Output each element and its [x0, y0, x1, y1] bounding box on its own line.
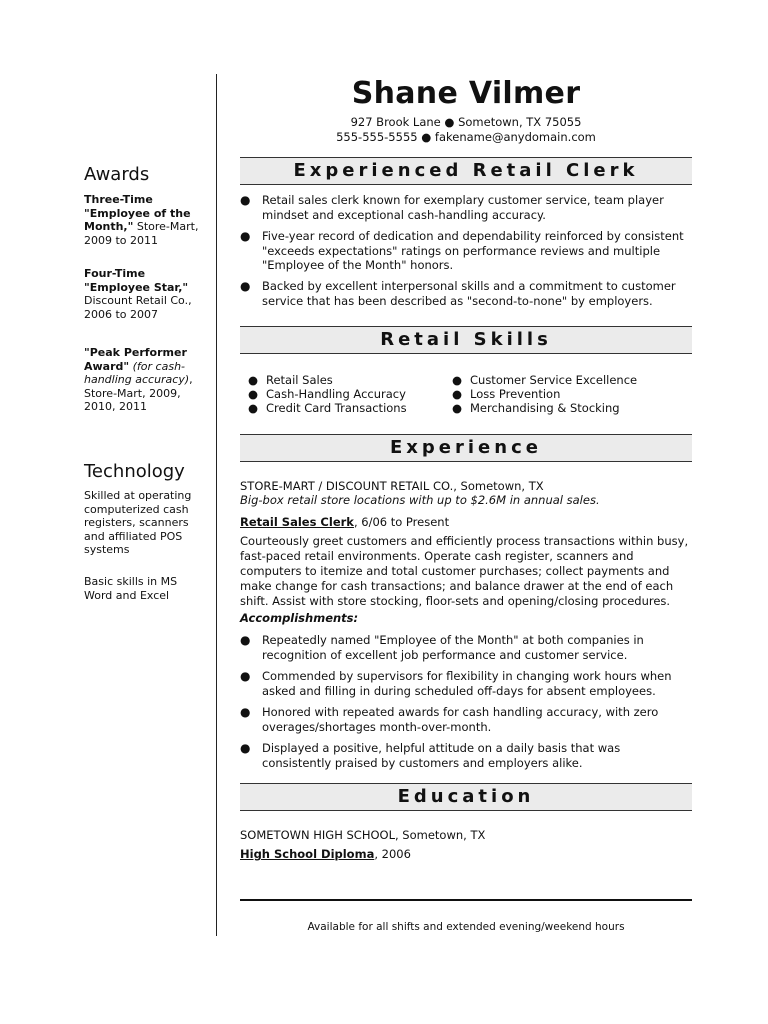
summary-bullet [240, 193, 692, 222]
award-detail: , Store-Mart, 2009, 2010, 2011 [84, 373, 193, 413]
awards-heading: Awards [84, 164, 150, 185]
skill-text: Credit Card Transactions [266, 401, 407, 415]
bullet-icon: ● [452, 373, 463, 387]
degree-year: , 2006 [374, 847, 411, 861]
degree-title: High School Diploma [240, 847, 375, 861]
bullet-text: Commended by supervisors for flexibility in changing work hours when asked and filling in during scheduled off-days for absent employees. [262, 669, 672, 698]
accomplishment-bullet [240, 669, 692, 698]
bullet-icon: ● [248, 401, 259, 415]
skill-item [248, 401, 407, 415]
section-title: Experienced Retail Clerk [293, 160, 639, 181]
skill-item [452, 373, 637, 387]
column-divider [216, 74, 217, 936]
bullet-text: Five-year record of dedication and dependability reinforced by consistent "exceeds expectations" ratings on performance reviews and multiple "Employee of the Month" honors. [262, 229, 684, 272]
skill-text: Loss Prevention [470, 387, 561, 401]
section-title: Experience [390, 437, 542, 458]
skill-text: Cash-Handling Accuracy [266, 387, 406, 401]
applicant-name: Shane Vilmer [351, 76, 581, 111]
availability-note: Available for all shifts and extended evening/weekend hours [307, 921, 625, 933]
contact-line: 555-555-5555 ● fakename@anydomain.com [336, 130, 596, 144]
award-item [84, 346, 212, 414]
bullet-text: Retail sales clerk known for exemplary customer service, team player mindset and exceptional cash-handling accuracy. [262, 193, 664, 222]
section-title: Education [397, 786, 535, 807]
bullet-icon: ● [240, 633, 251, 647]
job-title: Retail Sales Clerk [240, 515, 354, 529]
accomplishment-bullet [240, 705, 692, 734]
bullet-icon: ● [240, 193, 251, 207]
bullet-text: Backed by excellent interpersonal skills and a commitment to customer service that has been described as "second-to-none" by employers. [262, 279, 676, 308]
accomplishment-bullet [240, 741, 692, 770]
award-note: (for cash-handling accuracy) [84, 359, 190, 386]
award-detail: Discount Retail Co., 2006 to 2007 [84, 294, 192, 321]
bullet-text: Displayed a positive, helpful attitude on a daily basis that was consistently praised by customers and employers alike. [262, 741, 621, 770]
address-line: 927 Brook Lane ● Sometown, TX 75055 [350, 115, 582, 129]
bullet-icon: ● [240, 229, 251, 243]
award-title: Three-Time "Employee of the Month," [84, 193, 191, 233]
summary-bullet [240, 279, 692, 308]
award-item [84, 193, 212, 247]
bullet-icon: ● [240, 741, 251, 755]
tech-item: Skilled at operating computerized cash registers, scanners and affiliated POS systems [84, 489, 192, 556]
skill-text: Customer Service Excellence [470, 373, 638, 387]
bullet-icon: ● [248, 373, 259, 387]
bullet-icon: ● [240, 705, 251, 719]
skill-item [452, 401, 620, 415]
job-line [240, 515, 692, 530]
skill-item [248, 387, 406, 401]
employer-line: STORE-MART / DISCOUNT RETAIL CO., Sometown, TX [240, 479, 544, 493]
summary-bullet [240, 229, 692, 273]
bullet-text: Honored with repeated awards for cash handling accuracy, with zero overages/shortages month-over-month. [262, 705, 659, 734]
section-bar-skills [240, 326, 692, 354]
section-bar-education [240, 783, 692, 811]
skill-text: Retail Sales [266, 373, 333, 387]
bullet-icon: ● [452, 401, 463, 415]
accomplishments-label: Accomplishments: [240, 611, 359, 625]
technology-heading: Technology [84, 461, 185, 482]
bullet-icon: ● [240, 669, 251, 683]
job-description: Courteously greet customers and efficiently process transactions within busy, fast-paced retail environments. Operate cash register, scanners and computers to itemize and total customer purchases; collect payments and make change for cash transactions; and balance drawer at the end of each shift. Assist with store stocking, floor-sets and opening/closing procedures. [240, 534, 689, 608]
section-bar-experience [240, 434, 692, 462]
job-dates: , 6/06 to Present [353, 515, 450, 529]
bullet-icon: ● [248, 387, 259, 401]
award-title: "Peak Performer Award" [84, 346, 187, 373]
skill-item [452, 387, 560, 401]
bullet-icon: ● [240, 279, 251, 293]
bullet-icon: ● [452, 387, 463, 401]
skill-text: Merchandising & Stocking [470, 401, 620, 415]
bullet-text: Repeatedly named "Employee of the Month" at both companies in recognition of excellent job performance and customer service. [262, 633, 644, 662]
award-detail: Store-Mart, 2009 to 2011 [84, 220, 199, 247]
accomplishment-bullet [240, 633, 692, 662]
award-item [84, 267, 212, 321]
skill-item [248, 373, 333, 387]
section-bar-summary [240, 157, 692, 185]
award-title: Four-Time "Employee Star," [84, 267, 189, 294]
degree-line [240, 847, 692, 862]
section-title: Retail Skills [380, 329, 552, 350]
school-line: SOMETOWN HIGH SCHOOL, Sometown, TX [240, 828, 486, 842]
employer-description: Big-box retail store locations with up to $2.6M in annual sales. [240, 493, 600, 507]
footer-divider [240, 899, 692, 901]
tech-item: Basic skills in MS Word and Excel [84, 575, 178, 602]
